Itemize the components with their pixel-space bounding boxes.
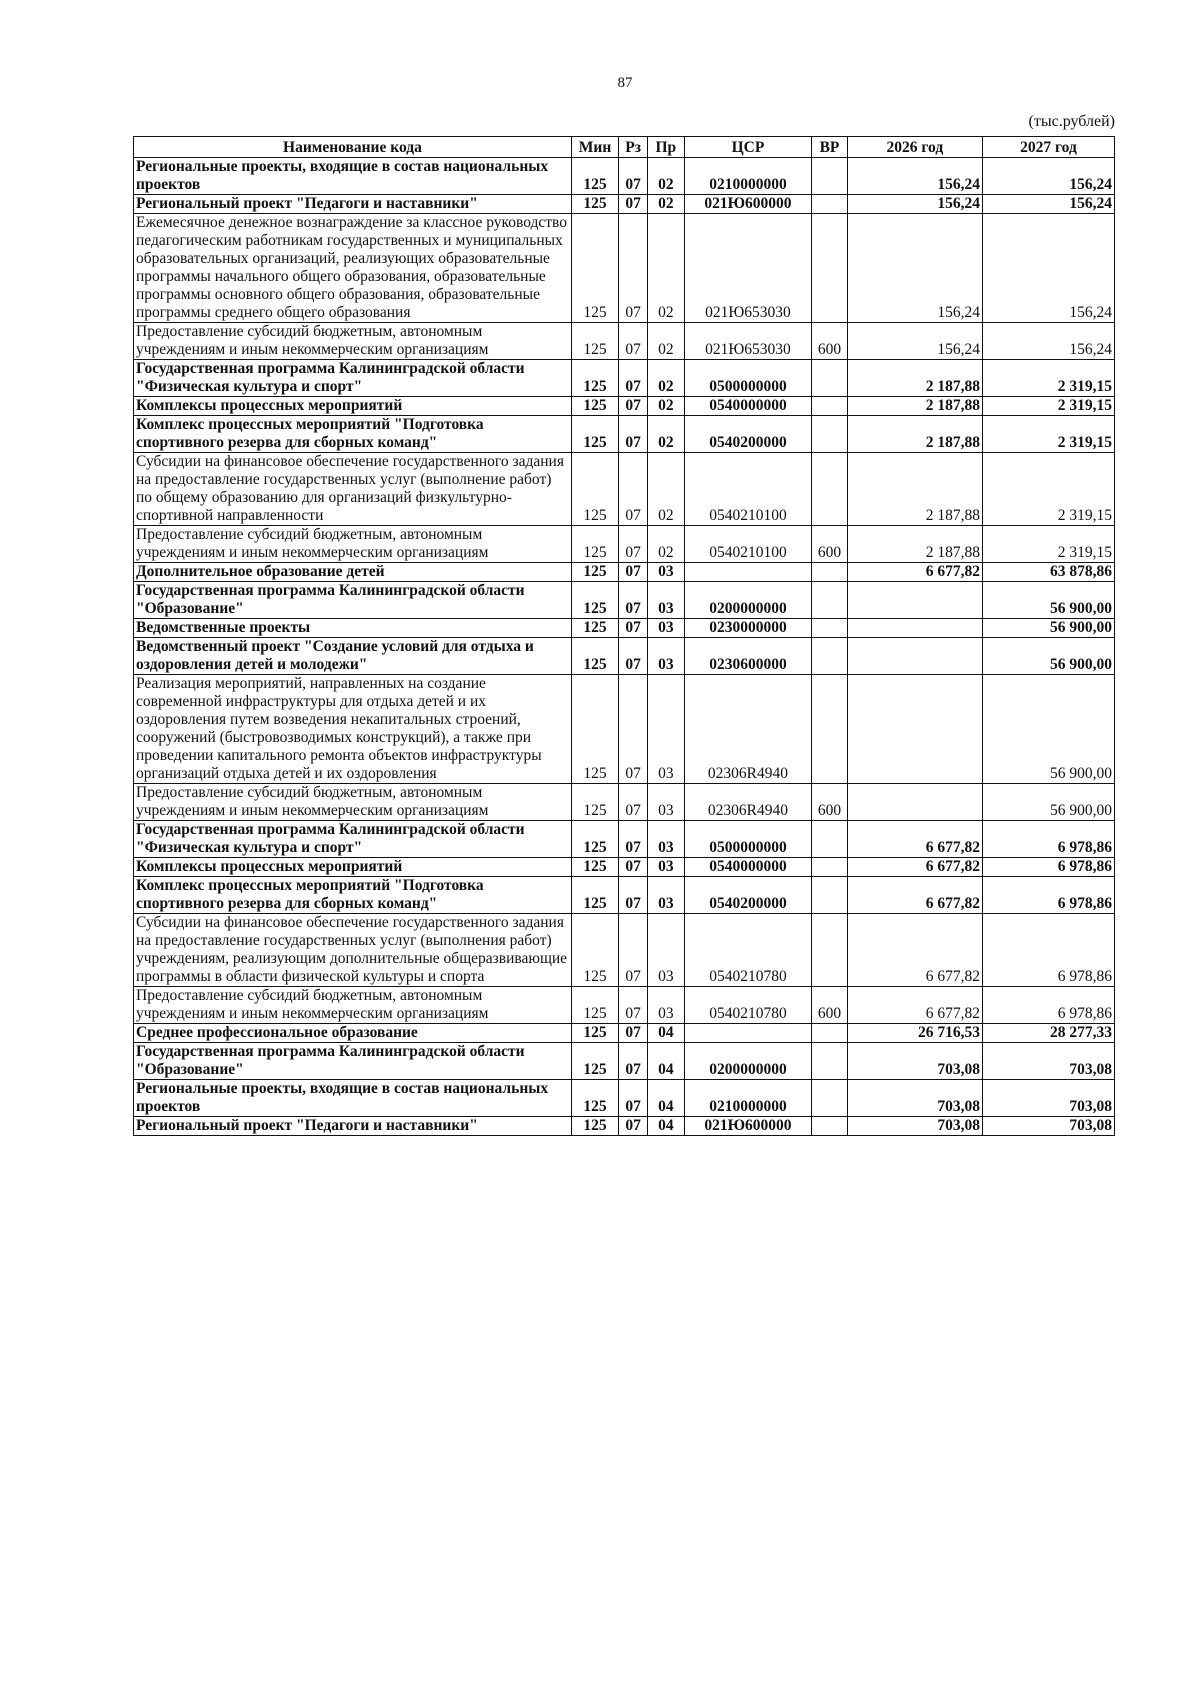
cell-rz: 07 <box>619 360 648 397</box>
cell-name: Комплексы процессных мероприятий <box>134 858 572 877</box>
cell-vr <box>812 397 847 416</box>
cell-min: 125 <box>571 987 618 1024</box>
cell-min: 125 <box>571 858 618 877</box>
cell-min: 125 <box>571 784 618 821</box>
cell-min: 125 <box>571 526 618 563</box>
cell-csr: 0200000000 <box>684 1043 812 1080</box>
cell-2026 <box>847 582 982 619</box>
cell-min: 125 <box>571 821 618 858</box>
cell-rz: 07 <box>619 821 648 858</box>
cell-csr <box>684 563 812 582</box>
cell-csr: 021Ю653030 <box>684 214 812 323</box>
table-row <box>134 397 1115 416</box>
table-row <box>134 1024 1115 1043</box>
table-row <box>134 914 1115 987</box>
cell-name: Реализация мероприятий, направленных на создание современной инфраструктуры для отдыха детей и их оздоровления путем возведения некапитальных строений, сооружений (быстровозводимых конструкций), а также при проведении капитального ремонта объектов инфраструктуры организаций отдыха детей и их оздоровления <box>134 675 572 784</box>
cell-vr <box>812 158 847 195</box>
cell-vr <box>812 453 847 526</box>
cell-min: 125 <box>571 323 618 360</box>
cell-2027: 28 277,33 <box>982 1024 1114 1043</box>
cell-csr: 0500000000 <box>684 360 812 397</box>
cell-min: 125 <box>571 416 618 453</box>
cell-rz: 07 <box>619 914 648 987</box>
cell-pr: 03 <box>648 675 684 784</box>
cell-2026 <box>847 784 982 821</box>
cell-2027: 2 319,15 <box>982 453 1114 526</box>
cell-rz: 07 <box>619 1080 648 1117</box>
table-row <box>134 453 1115 526</box>
cell-2026: 703,08 <box>847 1080 982 1117</box>
cell-rz: 07 <box>619 214 648 323</box>
cell-min: 125 <box>571 1117 618 1136</box>
cell-csr: 02306R4940 <box>684 784 812 821</box>
header-2026: 2026 год <box>847 137 982 158</box>
table-row <box>134 360 1115 397</box>
cell-csr: 021Ю653030 <box>684 323 812 360</box>
cell-min: 125 <box>571 195 618 214</box>
cell-vr <box>812 619 847 638</box>
cell-name: Региональные проекты, входящие в состав национальных проектов <box>134 158 572 195</box>
cell-pr: 03 <box>648 987 684 1024</box>
table-header-row <box>134 137 1115 158</box>
cell-2026: 6 677,82 <box>847 877 982 914</box>
cell-rz: 07 <box>619 195 648 214</box>
cell-vr <box>812 914 847 987</box>
cell-rz: 07 <box>619 1024 648 1043</box>
cell-2027: 56 900,00 <box>982 784 1114 821</box>
cell-min: 125 <box>571 675 618 784</box>
cell-2027: 56 900,00 <box>982 675 1114 784</box>
cell-min: 125 <box>571 1080 618 1117</box>
cell-pr: 04 <box>648 1043 684 1080</box>
cell-rz: 07 <box>619 563 648 582</box>
cell-vr <box>812 675 847 784</box>
cell-min: 125 <box>571 158 618 195</box>
cell-2027: 703,08 <box>982 1043 1114 1080</box>
cell-2027: 6 978,86 <box>982 987 1114 1024</box>
cell-pr: 03 <box>648 821 684 858</box>
cell-pr: 02 <box>648 158 684 195</box>
table-row <box>134 1043 1115 1080</box>
header-name: Наименование кода <box>134 137 572 158</box>
cell-rz: 07 <box>619 675 648 784</box>
cell-pr: 03 <box>648 638 684 675</box>
cell-csr: 021Ю600000 <box>684 1117 812 1136</box>
cell-name: Ежемесячное денежное вознаграждение за классное руководство педагогическим работникам государственных и муниципальных образовательных организаций, реализующих образовательные программы начального общего образования, образовательные программы основного общего образования, образовательные программы среднего общего образования <box>134 214 572 323</box>
cell-2026 <box>847 675 982 784</box>
cell-min: 125 <box>571 877 618 914</box>
table-row <box>134 214 1115 323</box>
cell-vr: 600 <box>812 323 847 360</box>
cell-vr <box>812 563 847 582</box>
cell-vr <box>812 1043 847 1080</box>
table-row <box>134 877 1115 914</box>
cell-pr: 02 <box>648 323 684 360</box>
cell-2026: 6 677,82 <box>847 821 982 858</box>
table-row <box>134 784 1115 821</box>
cell-rz: 07 <box>619 1043 648 1080</box>
cell-pr: 04 <box>648 1024 684 1043</box>
cell-2026: 2 187,88 <box>847 453 982 526</box>
cell-min: 125 <box>571 214 618 323</box>
cell-2027: 156,24 <box>982 158 1114 195</box>
cell-vr <box>812 638 847 675</box>
table-body <box>134 158 1115 1136</box>
cell-2026: 2 187,88 <box>847 360 982 397</box>
cell-pr: 03 <box>648 563 684 582</box>
cell-2027: 2 319,15 <box>982 416 1114 453</box>
table-row <box>134 821 1115 858</box>
cell-min: 125 <box>571 1024 618 1043</box>
cell-2026: 156,24 <box>847 158 982 195</box>
cell-name: Региональный проект "Педагоги и наставники" <box>134 195 572 214</box>
cell-name: Предоставление субсидий бюджетным, автономным учреждениям и иным некоммерческим организациям <box>134 526 572 563</box>
cell-name: Комплексы процессных мероприятий <box>134 397 572 416</box>
cell-rz: 07 <box>619 323 648 360</box>
cell-2027: 2 319,15 <box>982 526 1114 563</box>
cell-pr: 02 <box>648 195 684 214</box>
cell-csr: 0540210780 <box>684 914 812 987</box>
cell-vr: 600 <box>812 784 847 821</box>
cell-pr: 02 <box>648 397 684 416</box>
cell-csr: 0540200000 <box>684 416 812 453</box>
cell-2026: 2 187,88 <box>847 416 982 453</box>
cell-min: 125 <box>571 397 618 416</box>
cell-pr: 02 <box>648 360 684 397</box>
cell-2026: 6 677,82 <box>847 858 982 877</box>
cell-csr: 0540000000 <box>684 858 812 877</box>
table-row <box>134 526 1115 563</box>
cell-vr <box>812 195 847 214</box>
cell-min: 125 <box>571 619 618 638</box>
header-min: Мин <box>571 137 618 158</box>
cell-2027: 56 900,00 <box>982 582 1114 619</box>
cell-vr <box>812 877 847 914</box>
cell-2026: 156,24 <box>847 214 982 323</box>
cell-min: 125 <box>571 360 618 397</box>
cell-csr: 0540200000 <box>684 877 812 914</box>
budget-table <box>133 136 1115 1136</box>
table-row <box>134 675 1115 784</box>
table-row <box>134 563 1115 582</box>
cell-pr: 03 <box>648 914 684 987</box>
header-rz: Рз <box>619 137 648 158</box>
cell-rz: 07 <box>619 1117 648 1136</box>
table-row <box>134 619 1115 638</box>
cell-pr: 04 <box>648 1080 684 1117</box>
cell-rz: 07 <box>619 858 648 877</box>
cell-min: 125 <box>571 582 618 619</box>
cell-2027: 6 978,86 <box>982 914 1114 987</box>
cell-2027: 703,08 <box>982 1080 1114 1117</box>
cell-pr: 03 <box>648 858 684 877</box>
cell-2026 <box>847 638 982 675</box>
cell-csr: 0540210100 <box>684 453 812 526</box>
cell-vr <box>812 1080 847 1117</box>
cell-2026: 26 716,53 <box>847 1024 982 1043</box>
cell-csr: 0540210100 <box>684 526 812 563</box>
cell-rz: 07 <box>619 416 648 453</box>
cell-name: Субсидии на финансовое обеспечение государственного задания на предоставление государственных услуг (выполнение работ) по общему образованию для организаций физкультурно-спортивной направленности <box>134 453 572 526</box>
cell-rz: 07 <box>619 987 648 1024</box>
cell-csr: 0210000000 <box>684 1080 812 1117</box>
cell-name: Государственная программа Калининградской области "Физическая культура и спорт" <box>134 821 572 858</box>
cell-csr: 021Ю600000 <box>684 195 812 214</box>
cell-2027: 703,08 <box>982 1117 1114 1136</box>
cell-2026: 156,24 <box>847 195 982 214</box>
cell-pr: 02 <box>648 214 684 323</box>
cell-min: 125 <box>571 563 618 582</box>
cell-2027: 6 978,86 <box>982 858 1114 877</box>
cell-2026: 703,08 <box>847 1043 982 1080</box>
cell-name: Государственная программа Калининградской области "Образование" <box>134 582 572 619</box>
table-row <box>134 858 1115 877</box>
cell-2027: 56 900,00 <box>982 619 1114 638</box>
cell-2027: 63 878,86 <box>982 563 1114 582</box>
cell-2027: 6 978,86 <box>982 877 1114 914</box>
cell-pr: 03 <box>648 619 684 638</box>
cell-min: 125 <box>571 1043 618 1080</box>
cell-2026: 2 187,88 <box>847 526 982 563</box>
cell-csr: 0210000000 <box>684 158 812 195</box>
header-vr: ВР <box>812 137 847 158</box>
cell-name: Ведомственные проекты <box>134 619 572 638</box>
cell-rz: 07 <box>619 619 648 638</box>
cell-2026: 156,24 <box>847 323 982 360</box>
cell-name: Государственная программа Калининградской области "Образование" <box>134 1043 572 1080</box>
cell-rz: 07 <box>619 582 648 619</box>
page-number: 87 <box>617 75 633 91</box>
table-row <box>134 1117 1115 1136</box>
cell-2026: 2 187,88 <box>847 397 982 416</box>
cell-rz: 07 <box>619 526 648 563</box>
cell-name: Региональные проекты, входящие в состав национальных проектов <box>134 1080 572 1117</box>
cell-vr: 600 <box>812 987 847 1024</box>
cell-2027: 156,24 <box>982 323 1114 360</box>
cell-2027: 2 319,15 <box>982 397 1114 416</box>
cell-pr: 02 <box>648 453 684 526</box>
cell-name: Дополнительное образование детей <box>134 563 572 582</box>
cell-name: Государственная программа Калининградской области "Физическая культура и спорт" <box>134 360 572 397</box>
cell-pr: 02 <box>648 416 684 453</box>
cell-rz: 07 <box>619 877 648 914</box>
cell-name: Комплекс процессных мероприятий "Подготовка спортивного резерва для сборных команд" <box>134 877 572 914</box>
cell-name: Субсидии на финансовое обеспечение государственного задания на предоставление государственных услуг (выполнения работ) учреждениям, реализующим дополнительные общеразвивающие программы в области физической культуры и спорта <box>134 914 572 987</box>
cell-pr: 02 <box>648 526 684 563</box>
cell-name: Предоставление субсидий бюджетным, автономным учреждениям и иным некоммерческим организациям <box>134 323 572 360</box>
table-row <box>134 582 1115 619</box>
cell-vr <box>812 416 847 453</box>
units-note: (тыс.рублей) <box>1028 113 1115 130</box>
cell-min: 125 <box>571 638 618 675</box>
cell-csr <box>684 1024 812 1043</box>
cell-name: Предоставление субсидий бюджетным, автономным учреждениям и иным некоммерческим организациям <box>134 987 572 1024</box>
cell-csr: 0500000000 <box>684 821 812 858</box>
cell-min: 125 <box>571 914 618 987</box>
header-csr: ЦСР <box>684 137 812 158</box>
cell-csr: 0200000000 <box>684 582 812 619</box>
cell-csr: 0230000000 <box>684 619 812 638</box>
cell-vr <box>812 360 847 397</box>
cell-2027: 56 900,00 <box>982 638 1114 675</box>
cell-name: Среднее профессиональное образование <box>134 1024 572 1043</box>
cell-pr: 03 <box>648 582 684 619</box>
cell-vr <box>812 1024 847 1043</box>
cell-pr: 03 <box>648 877 684 914</box>
cell-name: Предоставление субсидий бюджетным, автономным учреждениям и иным некоммерческим организациям <box>134 784 572 821</box>
cell-vr <box>812 821 847 858</box>
cell-vr <box>812 858 847 877</box>
cell-2026 <box>847 619 982 638</box>
cell-2027: 2 319,15 <box>982 360 1114 397</box>
cell-csr: 0540000000 <box>684 397 812 416</box>
cell-pr: 04 <box>648 1117 684 1136</box>
cell-2026: 6 677,82 <box>847 914 982 987</box>
cell-rz: 07 <box>619 638 648 675</box>
cell-csr: 0540210780 <box>684 987 812 1024</box>
table-row <box>134 195 1115 214</box>
cell-vr <box>812 1117 847 1136</box>
cell-2027: 6 978,86 <box>982 821 1114 858</box>
header-2027: 2027 год <box>982 137 1114 158</box>
cell-min: 125 <box>571 453 618 526</box>
cell-pr: 03 <box>648 784 684 821</box>
table-row <box>134 416 1115 453</box>
table-row <box>134 987 1115 1024</box>
cell-rz: 07 <box>619 158 648 195</box>
table-row <box>134 1080 1115 1117</box>
cell-name: Региональный проект "Педагоги и наставники" <box>134 1117 572 1136</box>
cell-rz: 07 <box>619 784 648 821</box>
cell-vr: 600 <box>812 526 847 563</box>
cell-csr: 02306R4940 <box>684 675 812 784</box>
cell-rz: 07 <box>619 453 648 526</box>
cell-2027: 156,24 <box>982 195 1114 214</box>
table-row <box>134 638 1115 675</box>
header-pr: Пр <box>648 137 684 158</box>
cell-2026: 6 677,82 <box>847 987 982 1024</box>
table-row <box>134 158 1115 195</box>
cell-vr <box>812 582 847 619</box>
cell-name: Ведомственный проект "Создание условий для отдыха и оздоровления детей и молодежи" <box>134 638 572 675</box>
cell-rz: 07 <box>619 397 648 416</box>
cell-vr <box>812 214 847 323</box>
table-row <box>134 323 1115 360</box>
cell-2026: 703,08 <box>847 1117 982 1136</box>
cell-name: Комплекс процессных мероприятий "Подготовка спортивного резерва для сборных команд" <box>134 416 572 453</box>
cell-2027: 156,24 <box>982 214 1114 323</box>
cell-2026: 6 677,82 <box>847 563 982 582</box>
cell-csr: 0230600000 <box>684 638 812 675</box>
